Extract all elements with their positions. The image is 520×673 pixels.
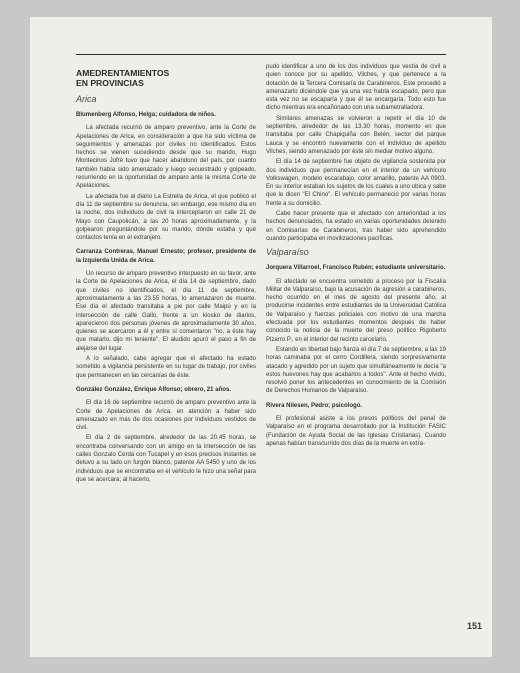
paragraph: A lo señalado, cabe agregar que el afectado ha estado sometido a vigilancia persistente en su lugar de trabajo, por civiles que permanecen en las cercanías de éste. (76, 356, 256, 379)
title-line-1: AMEDRENTAMIENTOS (76, 68, 170, 78)
paragraph: El afectado se encuentra sometido a proceso por la Fiscalía Militar de Valparaíso, bajo la acusación de agresión a carabineros, hecho ocurrido en el mes de agosto del presente año, al producirse incidentes entre estudiantes de la Universidad Católica de Valparaíso y fuerzas policiales con motivo de una marcha efectuada por los estudiantes momentos después de haber conocido la noticia de la muerte del preso político Rigoberto Pizarro P., en el interior del recinto carcelario. (266, 278, 446, 343)
paragraph: Similares amenazas se volvieron a repetir el día 10 de septiembre, alrededor de las 13.30 horas, momento en que transitaba por calle Chapiquiña con Belén, sector del parque Lauca y se encontró nuevamente con el individuo de apellido Vilches, siendo amenazado por éste sin mediar motivo alguno. (266, 115, 446, 155)
paragraph: Un recurso de amparo preventivo interpuesto en su favor, ante la Corte de Apelaciones de Arica, el día 14 de septiembre, dado que civiles no identificados, el día 11 de septiembre, aproximadamente a las 23.55 horas, lo amenazaron de muerte. Ese día el afectado transitaba a pie por calle Maipú y en la intersección de calle Gallo, frente a un kiosko de diarios, aparecieron dos personas jóvenes de aproximadamente 30 años, quienes se acercaron a él y entre sí comentaron "no, a éste hay que matarlo, dijo mi teniente". El aludido apuró el paso a fin de alejarse del lugar. (76, 271, 256, 352)
paragraph: El día 2 de septiembre, alrededor de las 20.45 horas, se encontraba conversando con un amigo en la intersección de las calles Gonzalo Cerda con Tucapel y en esos precisos instantes se detuvo a su lado un furgón blanco, patente AA 5450 y uno de los individuos que se encontraba en el vehículo le hizo una señal para que se acercara; al hacerlo, (76, 435, 256, 483)
right-column (266, 63, 446, 450)
paragraph: pudo identificar a uno de los dos individuos que vestía de civil a quien conoce por su apellido, Vilches, y que pertenece a la dotación de la Tercera Comisaría de Carabineros. Este procedió a amenazarlo diciéndole que ya una vez había escapado, pero que esta vez no se escaparía y que él se encargaría. Todo esto fue dicho mientras era encañonado con una subametralladora. (266, 64, 446, 112)
region-heading-valparaiso: Valparaíso (266, 247, 309, 258)
page-number: 151 (467, 621, 483, 631)
top-rule (76, 54, 446, 55)
region-heading-arica: Arica (76, 94, 97, 104)
paragraph: La afectada fue al diario La Estrella de Arica, el que publicó el día 11 de septiembre su denuncia, sin embargo, ese mismo día en la noche, dos individuos de civil la interceptaron en calle 21 de Mayo con Caupolicán, a las 20 horas aproximadamente, y la golpearon preguntándole por su marido, dónde estaba y qué contactos tenía en el extranjero. (76, 193, 256, 242)
left-column (76, 63, 256, 486)
document-page (30, 17, 492, 657)
paragraph: Cabe hacer presente que el afectado con anterioridad a los hechos denunciados, ha estado en varias oportunidades detenido en Comisarías de Carabineros, tras haber sido aprehendido cuando participaba en movilizaciones pacíficas. (266, 211, 446, 242)
paragraph: El profesional asiste a los presos políticos del penal de Valparaíso en el programa desarrollado por la Institución FASIC (Fundación de Ayuda Social de las Iglesias Cristianas). Cuando apenas habían transcurrido dos días de la muerte en extra- (266, 415, 446, 447)
paragraph: El día 14 de septiembre fue objeto de vigilancia sostenida por dos individuos que permanecían en el interior de un vehículo Volkswagen, modelo escarabajo, color amarillo, patente AA 0903. En su interior estaban los sujetos de los cuales a uno ubica y sabe que le dicen "El Chino". El vehículo permaneció por varias horas frente a su domicilio. (266, 159, 446, 207)
section-title (76, 68, 256, 88)
case-header: Blumenberg Alfonso, Helga; cuidadora de niños. (76, 112, 216, 118)
case-header: Carranza Contreras, Manuel Ernesto; profesor, presidente de la Izquierda Unida de Arica. (76, 249, 256, 264)
paragraph: La afectada recurrió de amparo preventivo, ante la Corte de Apelaciones de Arica, en consideración a que ha sido víctima de seguimientos y amenazas por civiles no identificados. Estos hechos se vienen sucediendo desde que su marido, Hugo Montecinos Jofré tuvo que hacer abandono del país, por cuanto también había sido amenazado y luego secuestrado y golpeado, recurriendo en la oportunidad de amparo ante la misma Corte de Apelaciones. (76, 125, 256, 190)
case-header: González González, Enrique Alfonso; obrero, 21 años. (76, 386, 232, 393)
title-line-2: EN PROVINCIAS (76, 78, 144, 88)
paragraph: El día 16 de septiembre recurrió de amparo preventivo ante la Corte de Apelaciones de Arica, en atención a haber sido amenazado en más de dos ocasiones por individuos vestidos de civil. (76, 400, 256, 432)
case-header: Rivera Nilesen, Pedro; psicólogo. (266, 402, 363, 409)
paragraph: Estando en libertad bajo fianza el día 7 de septiembre, a las 19 horas caminaba por el cerro Cordillera, siendo sorpresivamente atacado y agredido por un sujeto que simultáneamente le decía "a estos huevones hay que acabarlos a todos". Ante el hecho vivido, resolvió poner los antecedentes en conocimiento de la Comisión de Derechos Humanos de Valparaíso. (266, 346, 446, 395)
case-header: Jorquera Villarroel, Francisco Rubén; estudiante universitario. (266, 265, 446, 272)
